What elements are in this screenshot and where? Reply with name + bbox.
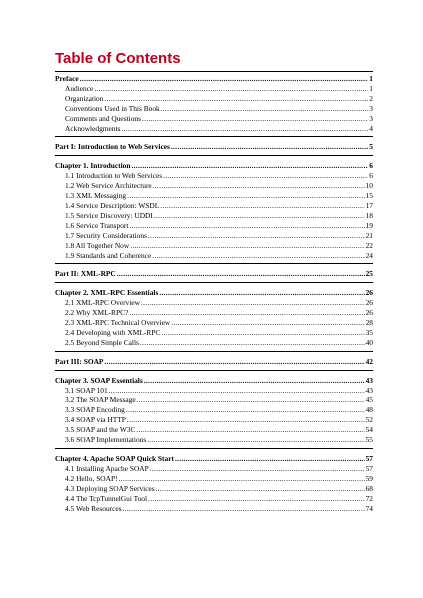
toc-entry[interactable] — [55, 124, 373, 134]
toc-entry-title: 3.1 SOAP 101 — [65, 385, 108, 395]
toc-entry-title: Chapter 3. SOAP Essentials — [55, 375, 143, 385]
toc-entry-page-number: 3 — [369, 103, 373, 113]
toc-entry-page-number: 35 — [365, 327, 373, 337]
dot-leader — [141, 298, 365, 308]
toc-entry[interactable] — [55, 114, 373, 124]
toc-section — [55, 161, 373, 264]
toc-entry[interactable] — [55, 308, 373, 318]
toc-entry[interactable] — [55, 338, 373, 348]
toc-entry-title: Comments and Questions — [65, 113, 141, 123]
dot-leader — [127, 191, 365, 201]
toc-entry[interactable] — [55, 84, 373, 94]
dot-leader — [104, 357, 364, 367]
toc-entry-page-number: 74 — [365, 503, 373, 513]
toc-entry-title: 1.9 Standards and Coherence — [65, 250, 152, 260]
toc-section — [55, 288, 373, 351]
toc-entry-page-number: 43 — [365, 385, 373, 395]
dot-leader — [153, 181, 365, 191]
toc-entry[interactable] — [55, 494, 373, 504]
toc-entry-page-number: 57 — [365, 463, 373, 473]
toc-entry-page-number: 57 — [365, 454, 373, 463]
dot-leader — [156, 484, 365, 494]
toc-entry[interactable] — [55, 395, 373, 405]
toc-heading-entry[interactable] — [55, 357, 373, 367]
toc-entry-title: 4.3 Deploying SOAP Services — [65, 483, 155, 493]
toc-entry-title: 1.2 Web Service Architecture — [65, 181, 152, 191]
dot-leader — [132, 161, 369, 171]
toc-entry-page-number: 1 — [369, 74, 373, 83]
toc-entry[interactable] — [55, 386, 373, 396]
toc-entry-title: 2.3 XML-RPC Technical Overview — [65, 318, 171, 328]
dot-leader — [117, 269, 365, 279]
dot-leader — [147, 435, 364, 445]
toc-entry-title: 3.3 SOAP Encoding — [65, 405, 125, 415]
toc-entry[interactable] — [55, 201, 373, 211]
toc-entry-page-number: 22 — [365, 240, 373, 250]
dot-leader — [161, 328, 364, 338]
toc-entry-page-number: 19 — [365, 220, 373, 230]
toc-entry-page-number: 3 — [369, 113, 373, 123]
toc-entry-page-number: 59 — [365, 473, 373, 483]
toc-heading-entry[interactable] — [55, 376, 373, 386]
toc-entry[interactable] — [55, 231, 373, 241]
toc-entry-page-number: 24 — [365, 250, 373, 260]
toc-entry-page-number: 21 — [365, 230, 373, 240]
dot-leader — [175, 454, 365, 464]
toc-entry[interactable] — [55, 484, 373, 494]
toc-entry[interactable] — [55, 425, 373, 435]
toc-entry-title: Chapter 2. XML-RPC Essentials — [55, 288, 159, 298]
dot-leader — [163, 171, 368, 181]
toc-entry-page-number: 1 — [369, 83, 373, 93]
toc-entry-page-number: 2 — [369, 93, 373, 103]
dot-leader — [136, 425, 364, 435]
dot-leader — [171, 318, 364, 328]
toc-entry-page-number: 42 — [365, 356, 373, 366]
toc-section — [55, 357, 373, 371]
toc-entry[interactable] — [55, 251, 373, 261]
toc-entry-title: Acknowledgments — [65, 123, 121, 133]
toc-heading-entry[interactable] — [55, 161, 373, 171]
dot-leader — [159, 288, 364, 298]
toc-entry-page-number: 43 — [365, 375, 373, 385]
toc-entry-title: 1.5 Service Discovery: UDDI — [65, 210, 153, 220]
toc-heading-entry[interactable] — [55, 288, 373, 298]
toc-entry[interactable] — [55, 171, 373, 181]
toc-section — [55, 269, 373, 283]
toc-entry[interactable] — [55, 211, 373, 221]
dot-leader — [148, 231, 365, 241]
toc-entry[interactable] — [55, 221, 373, 231]
dot-leader — [127, 415, 365, 425]
toc-entry[interactable] — [55, 405, 373, 415]
toc-entry-title: 3.6 SOAP Implementations — [65, 435, 147, 445]
toc-entry-title: Chapter 4. Apache SOAP Quick Start — [55, 454, 174, 463]
toc-entry[interactable] — [55, 435, 373, 445]
toc-entry[interactable] — [55, 464, 373, 474]
toc-entry-title: 4.1 Installing Apache SOAP — [65, 463, 149, 473]
toc-entry-page-number: 6 — [369, 161, 373, 171]
toc-entry-title: Organization — [65, 93, 104, 103]
toc-entry[interactable] — [55, 241, 373, 251]
toc-entry-title: 2.4 Developing with XML-RPC — [65, 327, 161, 337]
toc-entry-title: 1.7 Security Considerations — [65, 230, 147, 240]
toc-entry-page-number: 72 — [365, 493, 373, 503]
toc-entry-title: 4.2 Hello, SOAP! — [65, 473, 118, 483]
toc-entry-page-number: 55 — [365, 435, 373, 445]
dot-leader — [144, 376, 365, 386]
toc-entry-page-number: 5 — [369, 142, 373, 152]
toc-entry-page-number: 54 — [365, 425, 373, 435]
dot-leader — [94, 84, 368, 94]
toc-entry[interactable] — [55, 94, 373, 104]
dot-leader — [140, 338, 365, 348]
toc-entry-title: 1.8 All Together Now — [65, 240, 130, 250]
dot-leader — [121, 124, 368, 134]
toc-entry-page-number: 26 — [365, 288, 373, 298]
toc-section — [55, 74, 373, 137]
toc-entry-title: 1.6 Service Transport — [65, 220, 129, 230]
toc-entry-title: Chapter 1. Introduction — [55, 161, 131, 171]
toc-heading-entry[interactable] — [55, 74, 373, 84]
toc-entry-title: 1.3 XML Messaging — [65, 191, 127, 201]
page-title: Table of Contents — [55, 50, 181, 67]
toc-heading-entry[interactable] — [55, 454, 373, 464]
toc-entry-page-number: 26 — [365, 308, 373, 318]
toc-entry-page-number: 15 — [365, 191, 373, 201]
toc-entry-title: 2.2 Why XML-RPC? — [65, 308, 129, 318]
dot-leader — [104, 94, 368, 104]
toc-heading-entry[interactable] — [55, 269, 373, 279]
toc-entry-page-number: 52 — [365, 415, 373, 425]
toc-entry-page-number: 25 — [365, 269, 373, 279]
toc-entry-page-number: 28 — [365, 318, 373, 328]
toc-entry-page-number: 45 — [365, 395, 373, 405]
toc-entry-title: 4.5 Web Resources — [65, 503, 122, 513]
toc-entry[interactable] — [55, 318, 373, 328]
toc-entry-page-number: 18 — [365, 210, 373, 220]
toc-entry-title: 4.4 The TcpTunnelGui Tool — [65, 493, 148, 503]
dot-leader — [150, 464, 365, 474]
toc-entry-title: 1.1 Introduction to Web Services — [65, 171, 163, 181]
toc-heading-entry[interactable] — [55, 142, 373, 152]
toc-entry[interactable] — [55, 415, 373, 425]
toc-entry-page-number: 26 — [365, 298, 373, 308]
toc-entry-title: Part I: Introduction to Web Services — [55, 142, 170, 152]
toc-entry-title: 3.5 SOAP and the W3C — [65, 425, 136, 435]
table-of-contents — [55, 74, 373, 521]
dot-leader — [171, 142, 368, 152]
toc-section — [55, 142, 373, 156]
dot-leader — [109, 386, 365, 396]
toc-section — [55, 376, 373, 449]
toc-entry[interactable] — [55, 504, 373, 514]
dot-leader — [129, 308, 364, 318]
toc-entry-page-number: 4 — [369, 123, 373, 133]
toc-entry-page-number: 48 — [365, 405, 373, 415]
toc-entry-title: Conventions Used in This Book — [65, 103, 160, 113]
toc-entry[interactable] — [55, 181, 373, 191]
toc-entry-page-number: 10 — [365, 181, 373, 191]
toc-entry-title: 2.5 Beyond Simple Calls — [65, 337, 139, 347]
toc-entry-title: 3.4 SOAP via HTTP — [65, 415, 126, 425]
toc-entry-title: Part II: XML-RPC — [55, 269, 116, 279]
toc-entry-page-number: 40 — [365, 337, 373, 347]
dot-leader — [129, 221, 364, 231]
dot-leader — [154, 211, 365, 221]
toc-entry[interactable] — [55, 328, 373, 338]
toc-entry-title: Part III: SOAP — [55, 356, 104, 366]
dot-leader — [148, 494, 365, 504]
toc-entry-title: 3.2 The SOAP Message — [65, 395, 136, 405]
toc-entry-title: Preface — [55, 74, 79, 83]
toc-entry-title: 2.1 XML-RPC Overview — [65, 298, 140, 308]
toc-entry-title: Audience — [65, 83, 94, 93]
dot-leader — [160, 201, 364, 211]
dot-leader — [152, 251, 364, 261]
toc-entry-title: 1.4 Service Description: WSDL — [65, 200, 160, 210]
toc-entry-page-number: 17 — [365, 200, 373, 210]
dot-leader — [161, 104, 369, 114]
title-divider — [55, 71, 373, 72]
dot-leader — [137, 395, 365, 405]
toc-entry[interactable] — [55, 104, 373, 114]
toc-entry[interactable] — [55, 298, 373, 308]
dot-leader — [123, 504, 365, 514]
dot-leader — [142, 114, 368, 124]
dot-leader — [130, 241, 364, 251]
dot-leader — [80, 74, 369, 84]
toc-entry-page-number: 68 — [365, 483, 373, 493]
toc-entry[interactable] — [55, 191, 373, 201]
toc-entry[interactable] — [55, 474, 373, 484]
toc-entry-page-number: 6 — [369, 171, 373, 181]
toc-section — [55, 454, 373, 516]
dot-leader — [119, 474, 365, 484]
dot-leader — [126, 405, 365, 415]
